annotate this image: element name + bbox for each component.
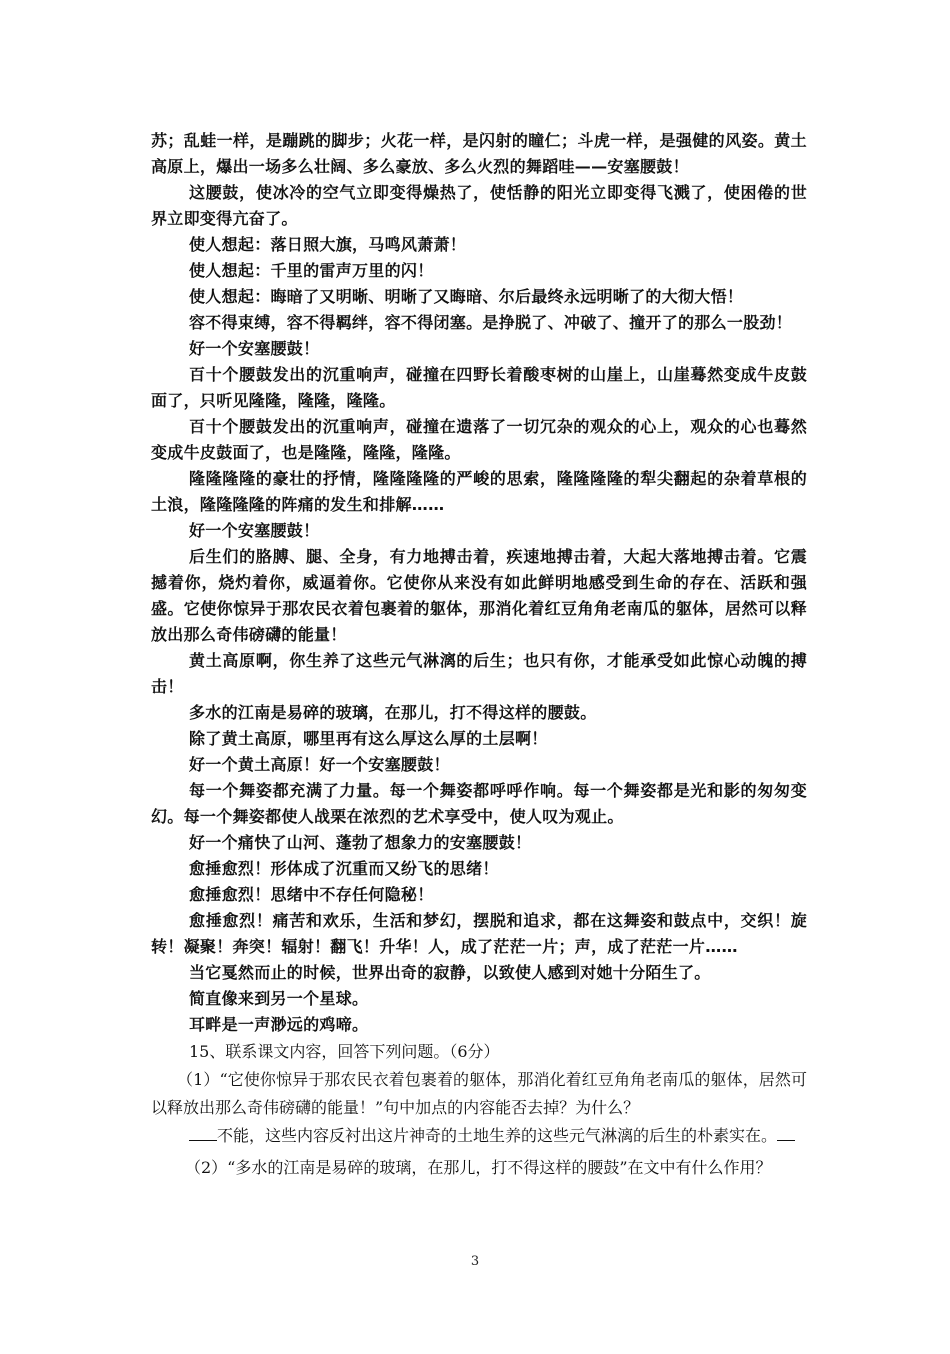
- passage-paragraph-2: 这腰鼓，使冰冷的空气立即变得燥热了，使恬静的阳光立即变得飞溅了，使困倦的世界立即变得亢奋了。: [151, 183, 807, 228]
- question-part-1: （1）“它使你惊异于那农民衣着包裹着的躯体，那消化着红豆角角老南瓜的躯体，居然可以释放出那么奇伟磅礴的能量！”句中加点的内容能否去掉？为什么？: [151, 1070, 807, 1117]
- passage-paragraph-24: 耳畔是一声渺远的鸡啼。: [189, 1015, 369, 1034]
- passage-paragraph-10: 隆隆隆隆的豪壮的抒情，隆隆隆隆的严峻的思索，隆隆隆隆的犁尖翻起的杂着草根的土浪，隆隆隆隆的阵痛的发生和排解……: [151, 469, 807, 514]
- passage-paragraph-20: 愈捶愈烈！思绪中不存任何隐秘！: [189, 885, 434, 904]
- passage-paragraph-18: 好一个痛快了山河、蓬勃了想象力的安塞腰鼓！: [189, 833, 532, 852]
- passage-paragraph-1: 苏；乱蛙一样，是蹦跳的脚步；火花一样，是闪射的瞳仁；斗虎一样，是强健的风姿。黄土高原上，爆出一场多么壮阔、多么豪放、多么火烈的舞蹈哇——安塞腰鼓！: [151, 131, 807, 176]
- answer-text-1: 不能，这些内容反衬出这片神奇的土地生养的这些元气淋漓的后生的朴素实在。: [217, 1126, 778, 1145]
- passage-paragraph-6: 容不得束缚，容不得羁绊，容不得闭塞。是挣脱了、冲破了、撞开了的那么一股劲！: [189, 313, 793, 332]
- passage-paragraph-3: 使人想起：落日照大旗，马鸣风萧萧！: [189, 235, 467, 254]
- answer-blank-end: [777, 1124, 795, 1141]
- passage-paragraph-15: 除了黄土高原，哪里再有这么厚这么厚的土层啊！: [189, 729, 548, 748]
- passage-paragraph-4: 使人想起：千里的雷声万里的闪！: [189, 261, 434, 280]
- question-heading: 15、联系课文内容，回答下列问题。（6分）: [189, 1042, 500, 1061]
- question-part-2: （2）“多水的江南是易碎的玻璃，在那儿，打不得这样的腰鼓”在文中有什么作用？: [185, 1158, 772, 1177]
- answer-line-1: [151, 1122, 807, 1150]
- answer-blank-start: [189, 1124, 217, 1141]
- passage-paragraph-5: 使人想起：晦暗了又明晰、明晰了又晦暗、尔后最终永远明晰了的大彻大悟！: [189, 287, 744, 306]
- passage-paragraph-19: 愈捶愈烈！形体成了沉重而又纷飞的思绪！: [189, 859, 499, 878]
- passage-paragraph-16: 好一个黄土高原！好一个安塞腰鼓！: [189, 755, 450, 774]
- passage-paragraph-11: 好一个安塞腰鼓！: [189, 521, 320, 540]
- passage-paragraph-9: 百十个腰鼓发出的沉重响声，碰撞在遗落了一切冗杂的观众的心上，观众的心也蓦然变成牛皮鼓面了，也是隆隆，隆隆，隆隆。: [151, 417, 807, 462]
- passage-paragraph-21: 愈捶愈烈！痛苦和欢乐，生活和梦幻，摆脱和追求，都在这舞姿和鼓点中，交织！旋转！凝聚！奔突！辐射！翻飞！升华！人，成了茫茫一片；声，成了茫茫一片……: [151, 911, 807, 956]
- passage-paragraph-8: 百十个腰鼓发出的沉重响声，碰撞在四野长着酸枣树的山崖上，山崖蓦然变成牛皮鼓面了，只听见隆隆，隆隆，隆隆。: [151, 365, 807, 410]
- passage-paragraph-13: 黄土高原啊，你生养了这些元气淋漓的后生；也只有你，才能承受如此惊心动魄的搏击！: [151, 651, 807, 696]
- passage-paragraph-14: 多水的江南是易碎的玻璃，在那儿，打不得这样的腰鼓。: [189, 703, 597, 722]
- passage-paragraph-17: 每一个舞姿都充满了力量。每一个舞姿都呼呼作响。每一个舞姿都是光和影的匆匆变幻。每一个舞姿都使人战栗在浓烈的艺术享受中，使人叹为观止。: [151, 781, 807, 826]
- document-page: [151, 128, 807, 1182]
- passage-paragraph-7: 好一个安塞腰鼓！: [189, 339, 320, 358]
- passage-paragraph-22: 当它戛然而止的时候，世界出奇的寂静，以致使人感到对她十分陌生了。: [189, 963, 711, 982]
- page-number: 3: [470, 1254, 480, 1269]
- passage-paragraph-12: 后生们的胳膊、腿、全身，有力地搏击着，疾速地搏击着，大起大落地搏击着。它震撼着你，烧灼着你，威逼着你。它使你从来没有如此鲜明地感受到生命的存在、活跃和强盛。它使你惊异于那农民衣着包裹着的躯体，那消化着红豆角角老南瓜的躯体，居然可以释放出那么奇伟磅礴的能量！: [151, 547, 807, 644]
- passage-paragraph-23: 简直像来到另一个星球。: [189, 989, 369, 1008]
